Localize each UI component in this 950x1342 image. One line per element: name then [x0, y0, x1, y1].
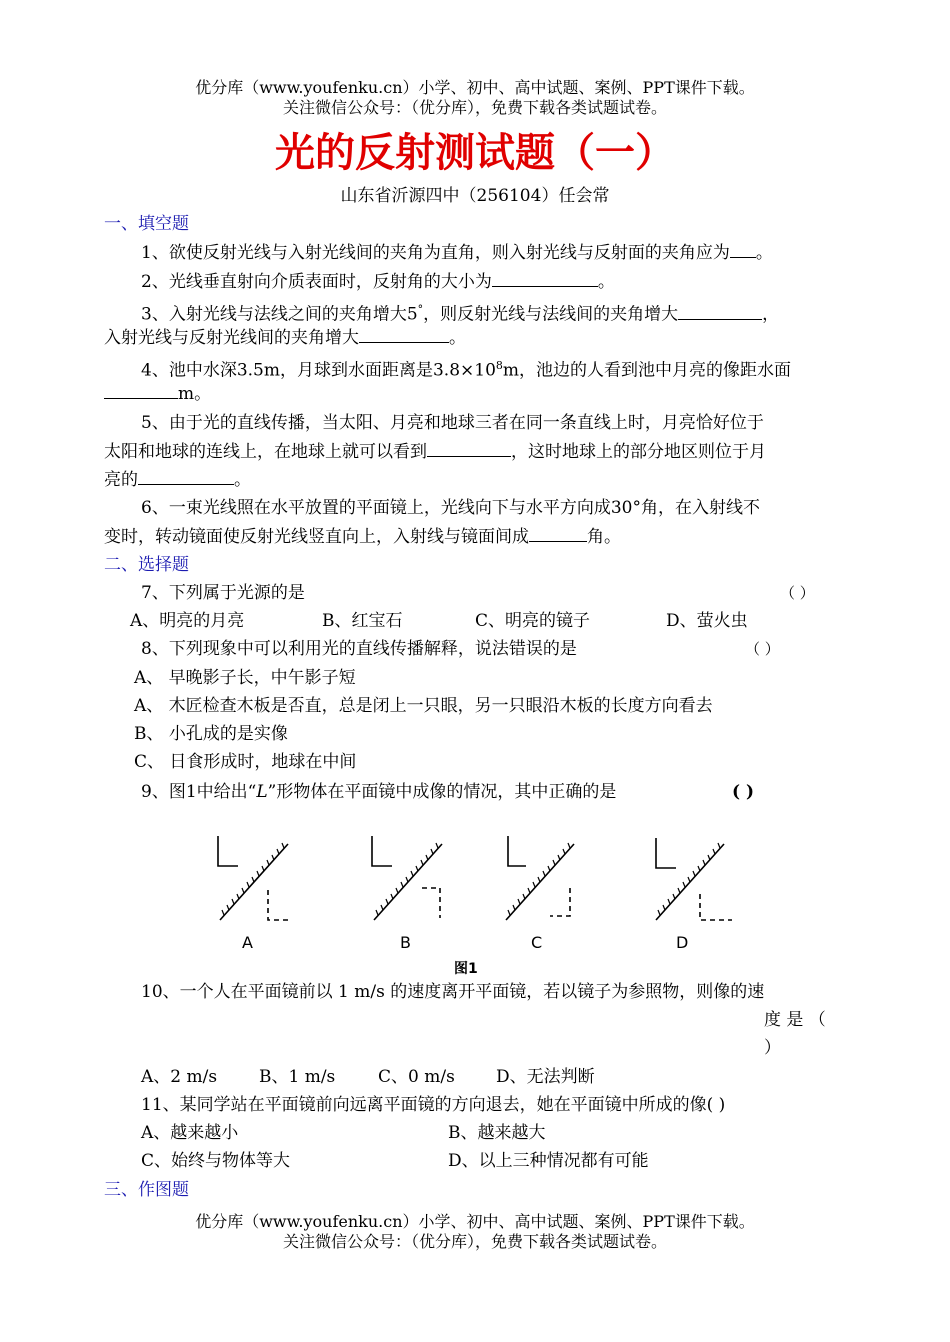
question-1-text: 1、欲使反射光线与入射光线间的夹角为直角，则入射光线与反射面的夹角应为 [141, 243, 730, 263]
figure-label-c: C [531, 933, 543, 952]
question-8: 8、下列现象中可以利用光的直线传播解释，说法错误的是 [141, 639, 577, 659]
question-3-text-b: ，则反射光线与法线间的夹角增大 [423, 304, 679, 325]
question-3-text-c: 入射光线与反射光线间的夹角增大 [104, 328, 359, 348]
section-2-heading: 二、选择题 [104, 555, 189, 575]
option-a[interactable]: A、 早晚影子长，中午影子短 [134, 668, 356, 688]
question-3-text-a: 3、入射光线与法线之间的夹角增大5 [141, 304, 418, 325]
option-d[interactable]: D、无法判断 [496, 1067, 595, 1087]
question-3-end-c: 。 [449, 328, 466, 348]
question-5-text-a: 5、由于光的直线传播，当太阳、月亮和地球三者在同一条直线上时，月亮恰好位于 [141, 413, 764, 433]
mirror-hatching [658, 843, 720, 915]
image-l-shape [268, 890, 290, 920]
answer-blank[interactable] [492, 272, 598, 287]
question-3 [141, 299, 779, 326]
option-d[interactable]: D、以上三种情况都有可能 [448, 1151, 649, 1171]
section-1-heading: 一、填空题 [104, 214, 189, 234]
figure-caption: 图1 [454, 961, 478, 977]
question-9 [141, 781, 616, 803]
author-line: 山东省沂源四中（256104）任会常 [340, 186, 610, 206]
option-b[interactable]: B、1 m/s [259, 1067, 336, 1087]
option-b[interactable]: B、越来越大 [448, 1123, 546, 1143]
mirror-diagram-a [218, 836, 290, 920]
question-6-text-a: 6、一束光线照在水平放置的平面镜上，光线向下与水平方向成30°角，在入射线不 [141, 498, 760, 518]
figure-1 [200, 830, 760, 980]
option-b[interactable]: B、 小孔成的是实像 [134, 724, 288, 744]
question-5-line-2 [104, 441, 766, 463]
question-1 [141, 242, 773, 264]
header-line-2: 关注微信公众号：（优分库），免费下载各类试题试卷。 [282, 98, 667, 117]
question-4-line-2 [104, 383, 211, 405]
mirror-hatching [508, 843, 570, 915]
answer-blank[interactable] [529, 527, 587, 542]
option-c[interactable]: C、始终与物体等大 [141, 1151, 291, 1171]
question-4-text-b: m，池边的人看到池中月亮的像距水面 [502, 360, 792, 381]
question-2-text: 2、光线垂直射向介质表面时，反射角的大小为 [141, 272, 492, 292]
mirror-diagram-d [656, 838, 732, 920]
question-5-line-3 [104, 469, 251, 491]
question-7: 7、下列属于光源的是 [141, 583, 305, 603]
question-5-text-d: 亮的 [104, 470, 138, 490]
question-5 [141, 412, 764, 434]
question-5-text-b: 太阳和地球的连线上，在地球上就可以看到 [104, 442, 427, 462]
mirror-diagram-b [372, 836, 442, 920]
degree-sign: ° [417, 303, 424, 316]
question-5-end: 。 [234, 470, 251, 490]
exponent: 8 [495, 359, 503, 372]
option-c[interactable]: C、0 m/s [378, 1067, 455, 1087]
l-letter: L [256, 782, 268, 802]
object-l-shape [508, 836, 526, 866]
page-title: 光的反射测试题（一） [275, 130, 675, 176]
question-6-text-b: 变时，转动镜面使反射光线竖直向上，入射线与镜面间成 [104, 527, 529, 547]
mirror-diagram-c [506, 836, 574, 920]
option-a[interactable]: A、2 m/s [141, 1067, 218, 1087]
answer-blank[interactable] [427, 442, 511, 457]
question-1-end: 。 [755, 243, 773, 263]
figure-label-d: D [676, 933, 689, 952]
question-10-line-2: 度 是 （ [764, 1010, 826, 1030]
mirror-hatching [376, 843, 438, 915]
section-3-heading: 三、作图题 [104, 1180, 189, 1200]
answer-blank[interactable] [678, 305, 762, 320]
answer-blank[interactable] [104, 384, 178, 399]
question-11: 11、某同学站在平面镜前向远离平面镜的方向退去，她在平面镜中所成的像( ) [141, 1095, 726, 1115]
option-c[interactable]: C、明亮的镜子 [475, 611, 591, 631]
option-d[interactable]: D、萤火虫 [666, 611, 748, 631]
option-c[interactable]: C、 日食形成时，地球在中间 [134, 752, 357, 772]
question-4 [141, 355, 791, 382]
image-l-shape [550, 888, 570, 916]
footer-line-1: 优分库（www.youfenku.cn）小学、初中、高中试题、案例、PPT课件下载。 [195, 1212, 755, 1231]
answer-paren[interactable]: （ ） [780, 584, 815, 602]
object-l-shape [218, 836, 238, 866]
question-6-end: 角。 [587, 527, 621, 547]
question-2 [141, 271, 615, 293]
question-5-text-c: ，这时地球上的部分地区则位于月 [511, 442, 766, 462]
image-l-shape [422, 888, 440, 918]
image-l-shape [700, 894, 732, 920]
question-4-end: m。 [178, 384, 212, 404]
figure-label-a: A [242, 933, 253, 952]
question-10: 10、一个人在平面镜前以 1 m/s 的速度离开平面镜，若以镜子为参照物，则像的速 [141, 982, 765, 1002]
question-6-line-2 [104, 526, 621, 548]
option-a[interactable]: A、越来越小 [141, 1123, 239, 1143]
object-l-shape [656, 838, 676, 868]
answer-paren[interactable]: （ ） [745, 640, 780, 658]
option-b[interactable]: B、红宝石 [322, 611, 403, 631]
answer-blank[interactable] [730, 243, 756, 258]
question-9-text-a: 9、图1中给出“ [141, 782, 257, 802]
footer-line-2: 关注微信公众号：（优分库），免费下载各类试题试卷。 [282, 1232, 667, 1251]
question-3-line-2 [104, 327, 466, 349]
question-9-text-b: ”形物体在平面镜中成像的情况，其中正确的是 [267, 782, 617, 802]
question-6 [141, 497, 760, 519]
option-a[interactable]: A、明亮的月亮 [130, 611, 245, 631]
header-line-1: 优分库（www.youfenku.cn）小学、初中、高中试题、案例、PPT课件下载。 [195, 78, 755, 97]
answer-blank[interactable] [359, 328, 449, 343]
answer-paren[interactable]: ( ) [732, 782, 755, 802]
option-a-2[interactable]: A、 木匠检查木板是否直，总是闭上一只眼，另一只眼沿木板的长度方向看去 [134, 696, 713, 716]
question-2-end: 。 [597, 272, 615, 292]
question-4-text-a: 4、池中水深3.5m，月球到水面距离是3.8×10 [141, 360, 496, 381]
object-l-shape [372, 836, 392, 866]
question-3-end-a: ， [762, 304, 780, 325]
answer-blank[interactable] [138, 470, 234, 485]
mirror-hatching [222, 843, 284, 915]
figure-label-b: B [400, 933, 411, 952]
question-10-line-3: ） [764, 1038, 781, 1058]
